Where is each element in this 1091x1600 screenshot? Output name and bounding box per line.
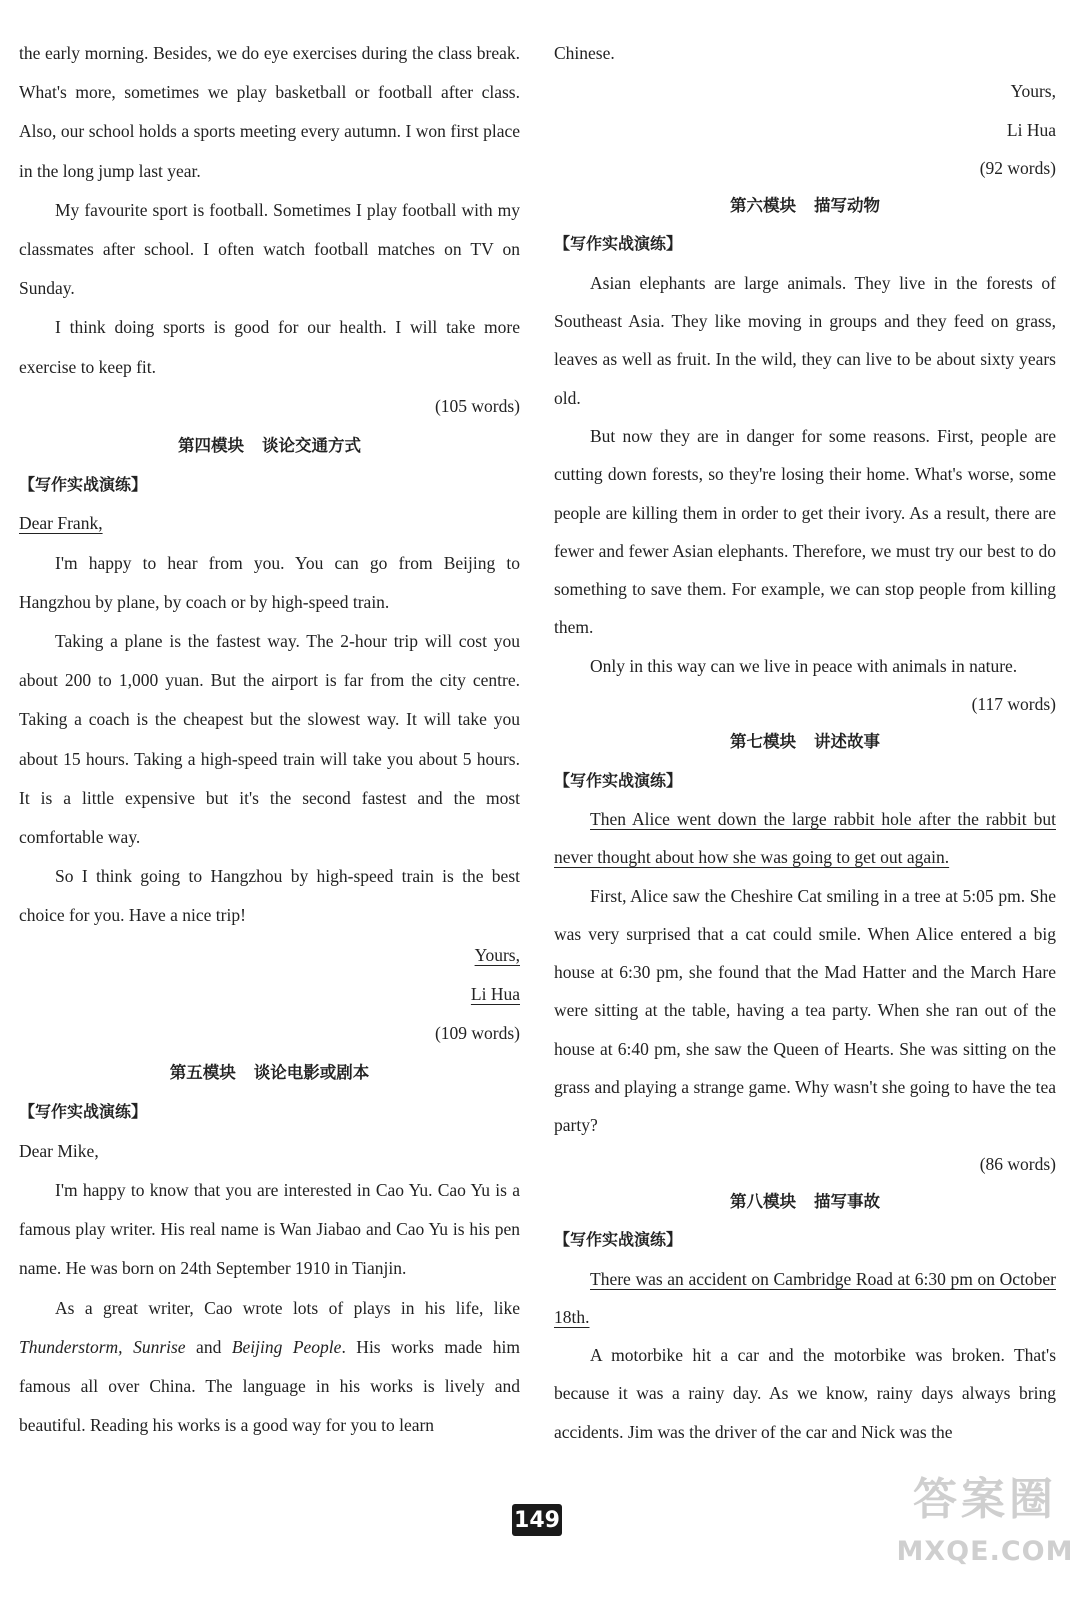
- module-title: 第五模块: [169, 1063, 236, 1083]
- paragraph: Asian elephants are large animals. They live in the forests of Southeast Asia. They like moving in groups and they feed on grass, leaves as well as fruit. In the wild, they can live to be about sixty years old.: [554, 272, 1056, 408]
- module-heading: [19, 426, 520, 465]
- section-tag: 【写作实战演练】: [19, 475, 148, 495]
- closing: [19, 936, 520, 975]
- work-title: Thunderstorm,: [19, 1336, 123, 1357]
- text-run: . His works made him famous all over China. The language in his works is lively and beautiful. Reading his works is a good way for you to learn: [19, 1336, 520, 1436]
- paragraph: [554, 800, 1056, 877]
- paragraph: But now they are in danger for some reasons. First, people are cutting down forests, so they're losing their home. What's worse, some people are killing them in order to get their ivory. As a result, there are fewer and fewer Asian elephants. Therefore, we must try our best to do something to save them. For example, we can stop people from killing them.: [554, 425, 1056, 638]
- signature: Li Hua: [1006, 119, 1056, 140]
- section-tag: 【写作实战演练】: [554, 770, 683, 790]
- section-tag: 【写作实战演练】: [554, 1230, 683, 1250]
- module-topic: 讲述故事: [814, 732, 880, 752]
- left-column: [19, 34, 520, 1445]
- paragraph: Taking a plane is the fastest way. The 2-hour trip will cost you about 200 to 1,000 yuan. But the airport is far from the city centre. Taking a coach is the cheapest but the slowest way. It will take you about 15 hours. Taking a high-speed train will take you about 5 hours. It is a little expensive but it's the second fastest and the most comfortable way.: [19, 631, 520, 848]
- given-opening-sentence: Then Alice went down the large rabbit hole after the rabbit but never thought about how she was going to get out again.: [554, 808, 1056, 868]
- work-title: Sunrise: [133, 1336, 186, 1357]
- module-topic: 谈论交通方式: [262, 436, 361, 456]
- module-topic: 谈论电影或剧本: [253, 1063, 370, 1083]
- paragraph: First, Alice saw the Cheshire Cat smiling in a tree at 5:05 pm. She was very surprised that a cat could smile. When Alice entered a big house at 6:30 pm, she found that the Mad Hatter and the March Hare were sitting at the table, having a tea party. When she ran out of the house at 6:40 pm, she saw the Queen of Hearts. She was sitting on the grass and playing a strange game. Why wasn't she going to have the tea party?: [554, 885, 1056, 1136]
- module-title: 第六模块: [730, 196, 796, 216]
- word-count: (117 words): [971, 694, 1056, 715]
- salutation: [19, 504, 520, 543]
- text-run: and: [185, 1336, 232, 1357]
- word-count: (86 words): [979, 1153, 1056, 1174]
- module-heading: [554, 187, 1056, 225]
- salutation-text: Dear Frank,: [19, 513, 103, 534]
- page-number: 149: [512, 1504, 562, 1536]
- section-tag: 【写作实战演练】: [554, 234, 683, 254]
- module-title: 第八模块: [730, 1191, 796, 1211]
- paragraph: Chinese.: [554, 43, 615, 63]
- paragraph: I'm happy to know that you are interested in Cao Yu. Cao Yu is a famous play writer. His real name is Wan Jiabao and Cao Yu is his pen name. He was born on 24th September 1910 in Tianjin.: [19, 1179, 520, 1279]
- given-opening-sentence: There was an accident on Cambridge Road at 6:30 pm on October 18th.: [554, 1268, 1056, 1327]
- closing-text: Yours,: [474, 944, 520, 965]
- paragraph: I think doing sports is good for our health. I will take more exercise to keep fit.: [19, 317, 520, 377]
- section-tag: 【写作实战演练】: [19, 1102, 148, 1122]
- module-heading: [554, 1183, 1056, 1221]
- signature-text: Li Hua: [470, 983, 520, 1004]
- module-topic: 描写动物: [814, 196, 880, 216]
- paragraph: A motorbike hit a car and the motorbike was broken. That's because it was a rainy day. As we know, rainy days always bring accidents. Jim was the driver of the car and Nick was the: [554, 1345, 1056, 1442]
- salutation: Dear Mike,: [19, 1140, 99, 1161]
- work-title: Beijing People: [231, 1336, 342, 1357]
- text-run: As a great writer, Cao wrote lots of plays in his life, like: [55, 1297, 520, 1318]
- module-title: 第四模块: [178, 436, 244, 456]
- paragraph: So I think going to Hangzhou by high-speed train is the best choice for you. Have a nice trip!: [19, 866, 520, 926]
- watermark: [895, 1468, 1075, 1594]
- paragraph: [554, 1260, 1056, 1337]
- paragraph: the early morning. Besides, we do eye exercises during the class break. What's more, sometimes we play basketball or football after class. Also, our school holds a sports meeting every autumn. I won first place in the long jump last year.: [19, 43, 520, 181]
- closing: Yours,: [1010, 81, 1056, 102]
- paragraph: I'm happy to hear from you. You can go from Beijing to Hangzhou by plane, by coach or by high-speed train.: [19, 552, 520, 612]
- module-topic: 描写事故: [814, 1191, 880, 1211]
- module-heading: [19, 1053, 520, 1092]
- watermark-url: MXQE.COM: [896, 1536, 1074, 1567]
- word-count: (92 words): [979, 157, 1056, 178]
- paragraph: Only in this way can we live in peace with animals in nature.: [590, 655, 1018, 676]
- module-title: 第七模块: [730, 732, 796, 752]
- word-count: (109 words): [434, 1023, 520, 1044]
- signature: [19, 975, 520, 1014]
- paragraph: [19, 1289, 520, 1446]
- watermark-logo: 答案圈: [913, 1474, 1057, 1525]
- paragraph: My favourite sport is football. Sometimes I play football with my classmates after school. I often watch football matches on TV on Sunday.: [19, 199, 520, 299]
- right-column: [554, 34, 1056, 1451]
- word-count: (105 words): [434, 395, 520, 416]
- module-heading: [554, 723, 1056, 761]
